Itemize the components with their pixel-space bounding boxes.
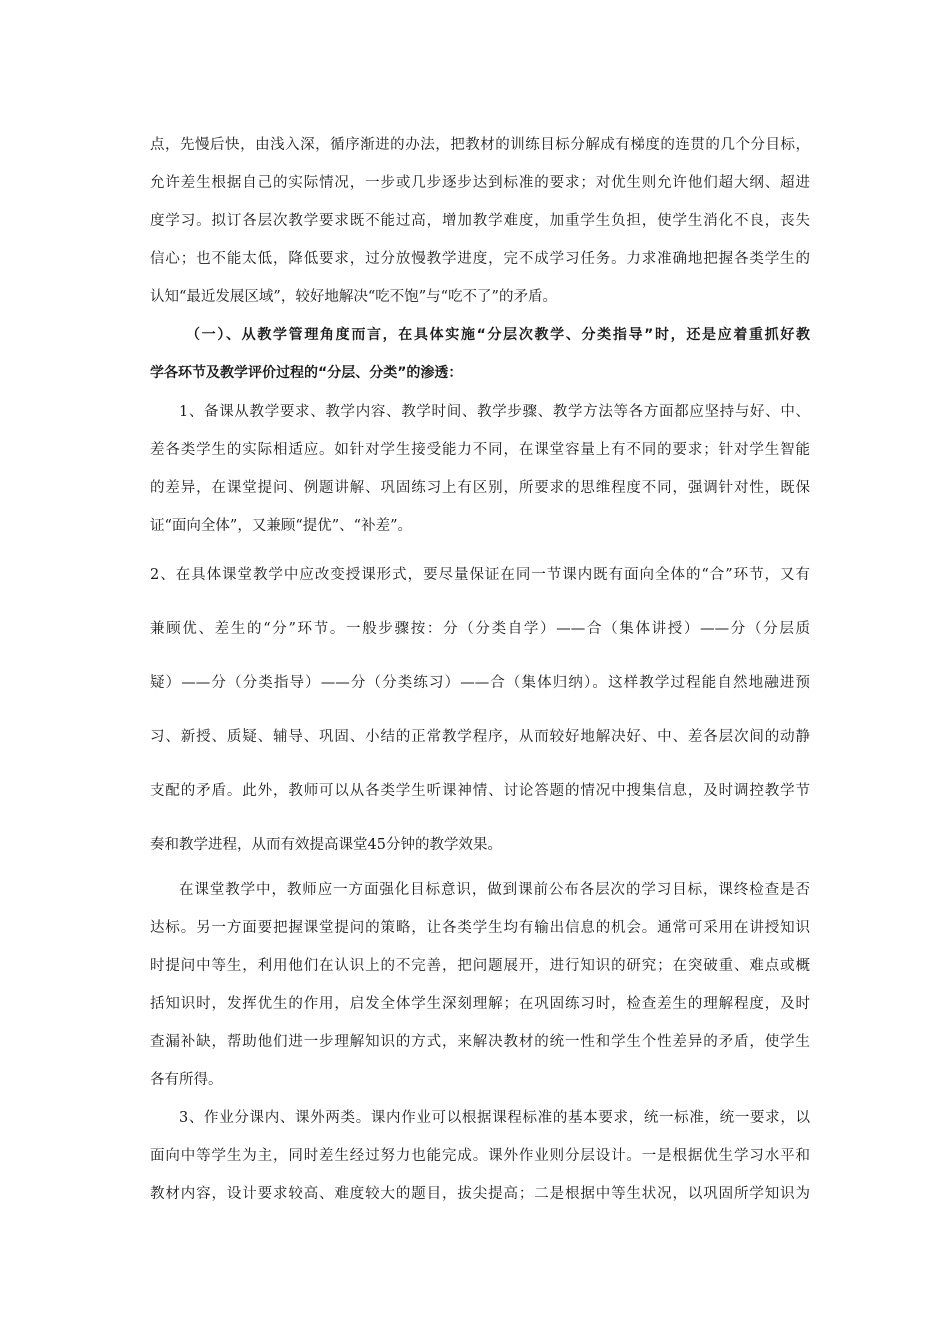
text-line: 查漏补缺，帮助他们进一步理解知识的方式，来解决教材的统一性和学生个性差异的矛盾，使学生: [150, 1034, 810, 1050]
text-line: 支配的矛盾。此外，教师可以从各类学生听课神情、讨论答题的情况中搜集信息，及时调控教学节: [150, 783, 810, 799]
text-line: 习、新授、质疑、辅导、巩固、小结的正常教学程序，从而较好地解决好、中、差各层次间的动静: [150, 729, 810, 745]
text-line: 面向中等学生为主，同时差生经过努力也能完成。课外作业则分层设计。一是根据优生学习水平和: [150, 1148, 810, 1164]
section-heading-line: （一）、从教学管理角度而言，在具体实施“分层次教学、分类指导”时，还是应着重抓好教: [186, 327, 810, 343]
text-line: 的差异，在课堂提问、例题讲解、巩固练习上有区别，所要求的思维程度不同，强调针对性，既保: [150, 480, 810, 496]
text-line: 在课堂教学中，教师应一方面强化目标意识，做到课前公布各层次的学习目标，课终检查是否: [179, 882, 810, 898]
text-line: 时提问中等生，利用他们在认识上的不完善，把问题展开，进行知识的研究；在突破重、难点或概: [150, 958, 810, 974]
text-line: 认知“最近发展区域”，较好地解决“吃不饱”与“吃不了”的矛盾。: [150, 289, 557, 305]
text-line: 兼顾优、差生的“分”环节。一般步骤按：分（分类自学）——合（集体讲授）——分（分层质: [150, 621, 810, 637]
text-line: 差各类学生的实际相适应。如针对学生接受能力不同，在课堂容量上有不同的要求；针对学生智能: [150, 442, 810, 458]
text-line: 2、在具体课堂教学中应改变授课形式，要尽量保证在同一节课内既有面向全体的“合”环节，又有: [150, 567, 810, 583]
text-line: 度学习。拟订各层次教学要求既不能过高，增加教学难度，加重学生负担，使学生消化不良，丧失: [150, 213, 810, 229]
text-line: 信心；也不能太低，降低要求，过分放慢教学进度，完不成学习任务。力求准确地把握各类学生的: [150, 251, 810, 267]
section-heading-line: 学各环节及教学评价过程的“分层、分类”的渗透：: [150, 365, 463, 381]
text-line: 允许差生根据自己的实际情况，一步或几步逐步达到标准的要求；对优生则允许他们超大纲、超进: [150, 175, 810, 191]
text-line: 3、作业分课内、课外两类。课内作业可以根据课程标准的基本要求，统一标准，统一要求，以: [179, 1110, 810, 1126]
text-line: 1、备课从教学要求、教学内容、教学时间、教学步骤、教学方法等各方面都应坚持与好、中、: [179, 404, 810, 420]
text-line: 各有所得。: [150, 1072, 223, 1088]
text-line: 点，先慢后快，由浅入深，循序渐进的办法，把教材的训练目标分解成有梯度的连贯的几个分目标，: [150, 137, 810, 153]
text-line: 达标。另一方面要把握课堂提问的策略，让各类学生均有输出信息的机会。通常可采用在讲授知识: [150, 920, 810, 936]
text-line: 疑）——分（分类指导）——分（分类练习）——合（集体归纳）。这样教学过程能自然地融进预: [150, 675, 810, 691]
text-line: 括知识时，发挥优生的作用，启发全体学生深刻理解；在巩固练习时，检查差生的理解程度，及时: [150, 996, 810, 1012]
text-line: 奏和教学进程，从而有效提高课堂45分钟的教学效果。: [150, 837, 502, 853]
text-line: 教材内容，设计要求较高、难度较大的题目，拔尖提高；二是根据中等生状况，以巩固所学知识为: [150, 1186, 810, 1202]
text-line: 证“面向全体”，又兼顾“提优”、“补差”。: [150, 518, 412, 534]
